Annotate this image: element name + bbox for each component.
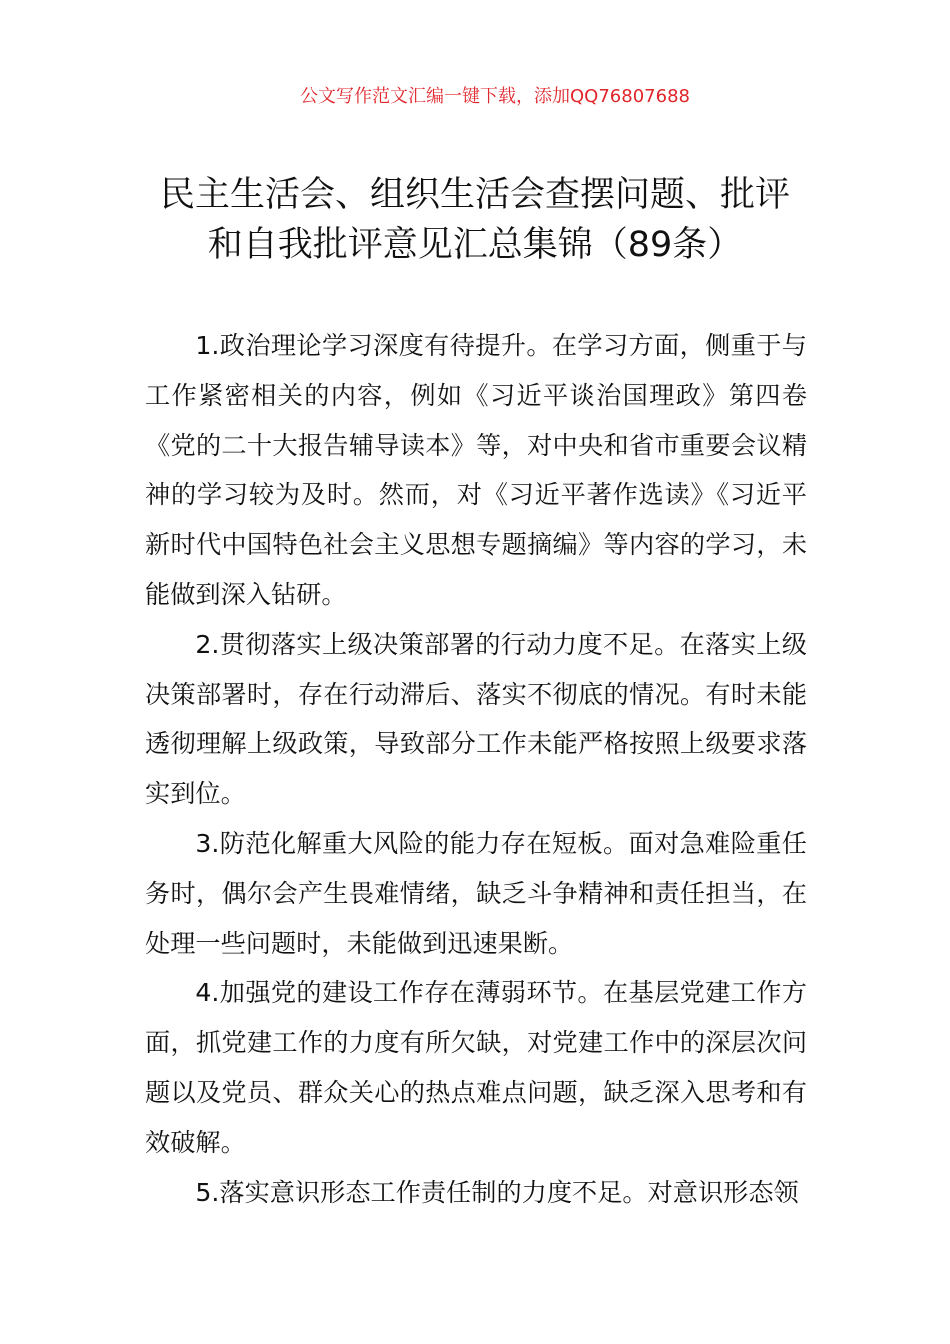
header-promo-note: 公文写作范文汇编一键下载，添加QQ76807688 (300, 86, 690, 107)
document-title (0, 170, 950, 270)
paragraph-2: 2.贯彻落实上级决策部署的行动力度不足。在落实上级决策部署时，存在行动滞后、落实不彻底的情况。有时未能透彻理解上级政策，导致部分工作未能严格按照上级要求落实到位。 (145, 629, 807, 809)
paragraph-3: 3.防范化解重大风险的能力存在短板。面对急难险重任务时，偶尔会产生畏难情绪，缺乏斗争精神和责任担当，在处理一些问题时，未能做到迅速果断。 (145, 828, 807, 958)
document-body (145, 321, 807, 1217)
paragraph-5: 5.落实意识形态工作责任制的力度不足。对意识形态领 (195, 1177, 799, 1207)
paragraph-1: 1.政治理论学习深度有待提升。在学习方面，侧重于与工作紧密相关的内容，例如《习近平谈治国理政》第四卷《党的二十大报告辅导读本》等，对中央和省市重要会议精神的学习较为及时。然而，对《习近平著作选读》《习近平新时代中国特色社会主义思想专题摘编》等内容的学习，未能做到深入钻研。 (145, 331, 807, 609)
title-line-2: 和自我批评意见汇总集锦（89条） (207, 225, 743, 265)
paragraph-4: 4.加强党的建设工作存在薄弱环节。在基层党建工作方面，抓党建工作的力度有所欠缺，对党建工作中的深层次问题以及党员、群众关心的热点难点问题，缺乏深入思考和有效破解。 (145, 978, 807, 1157)
title-line-1: 民主生活会、组织生活会查摆问题、批评 (159, 175, 790, 215)
